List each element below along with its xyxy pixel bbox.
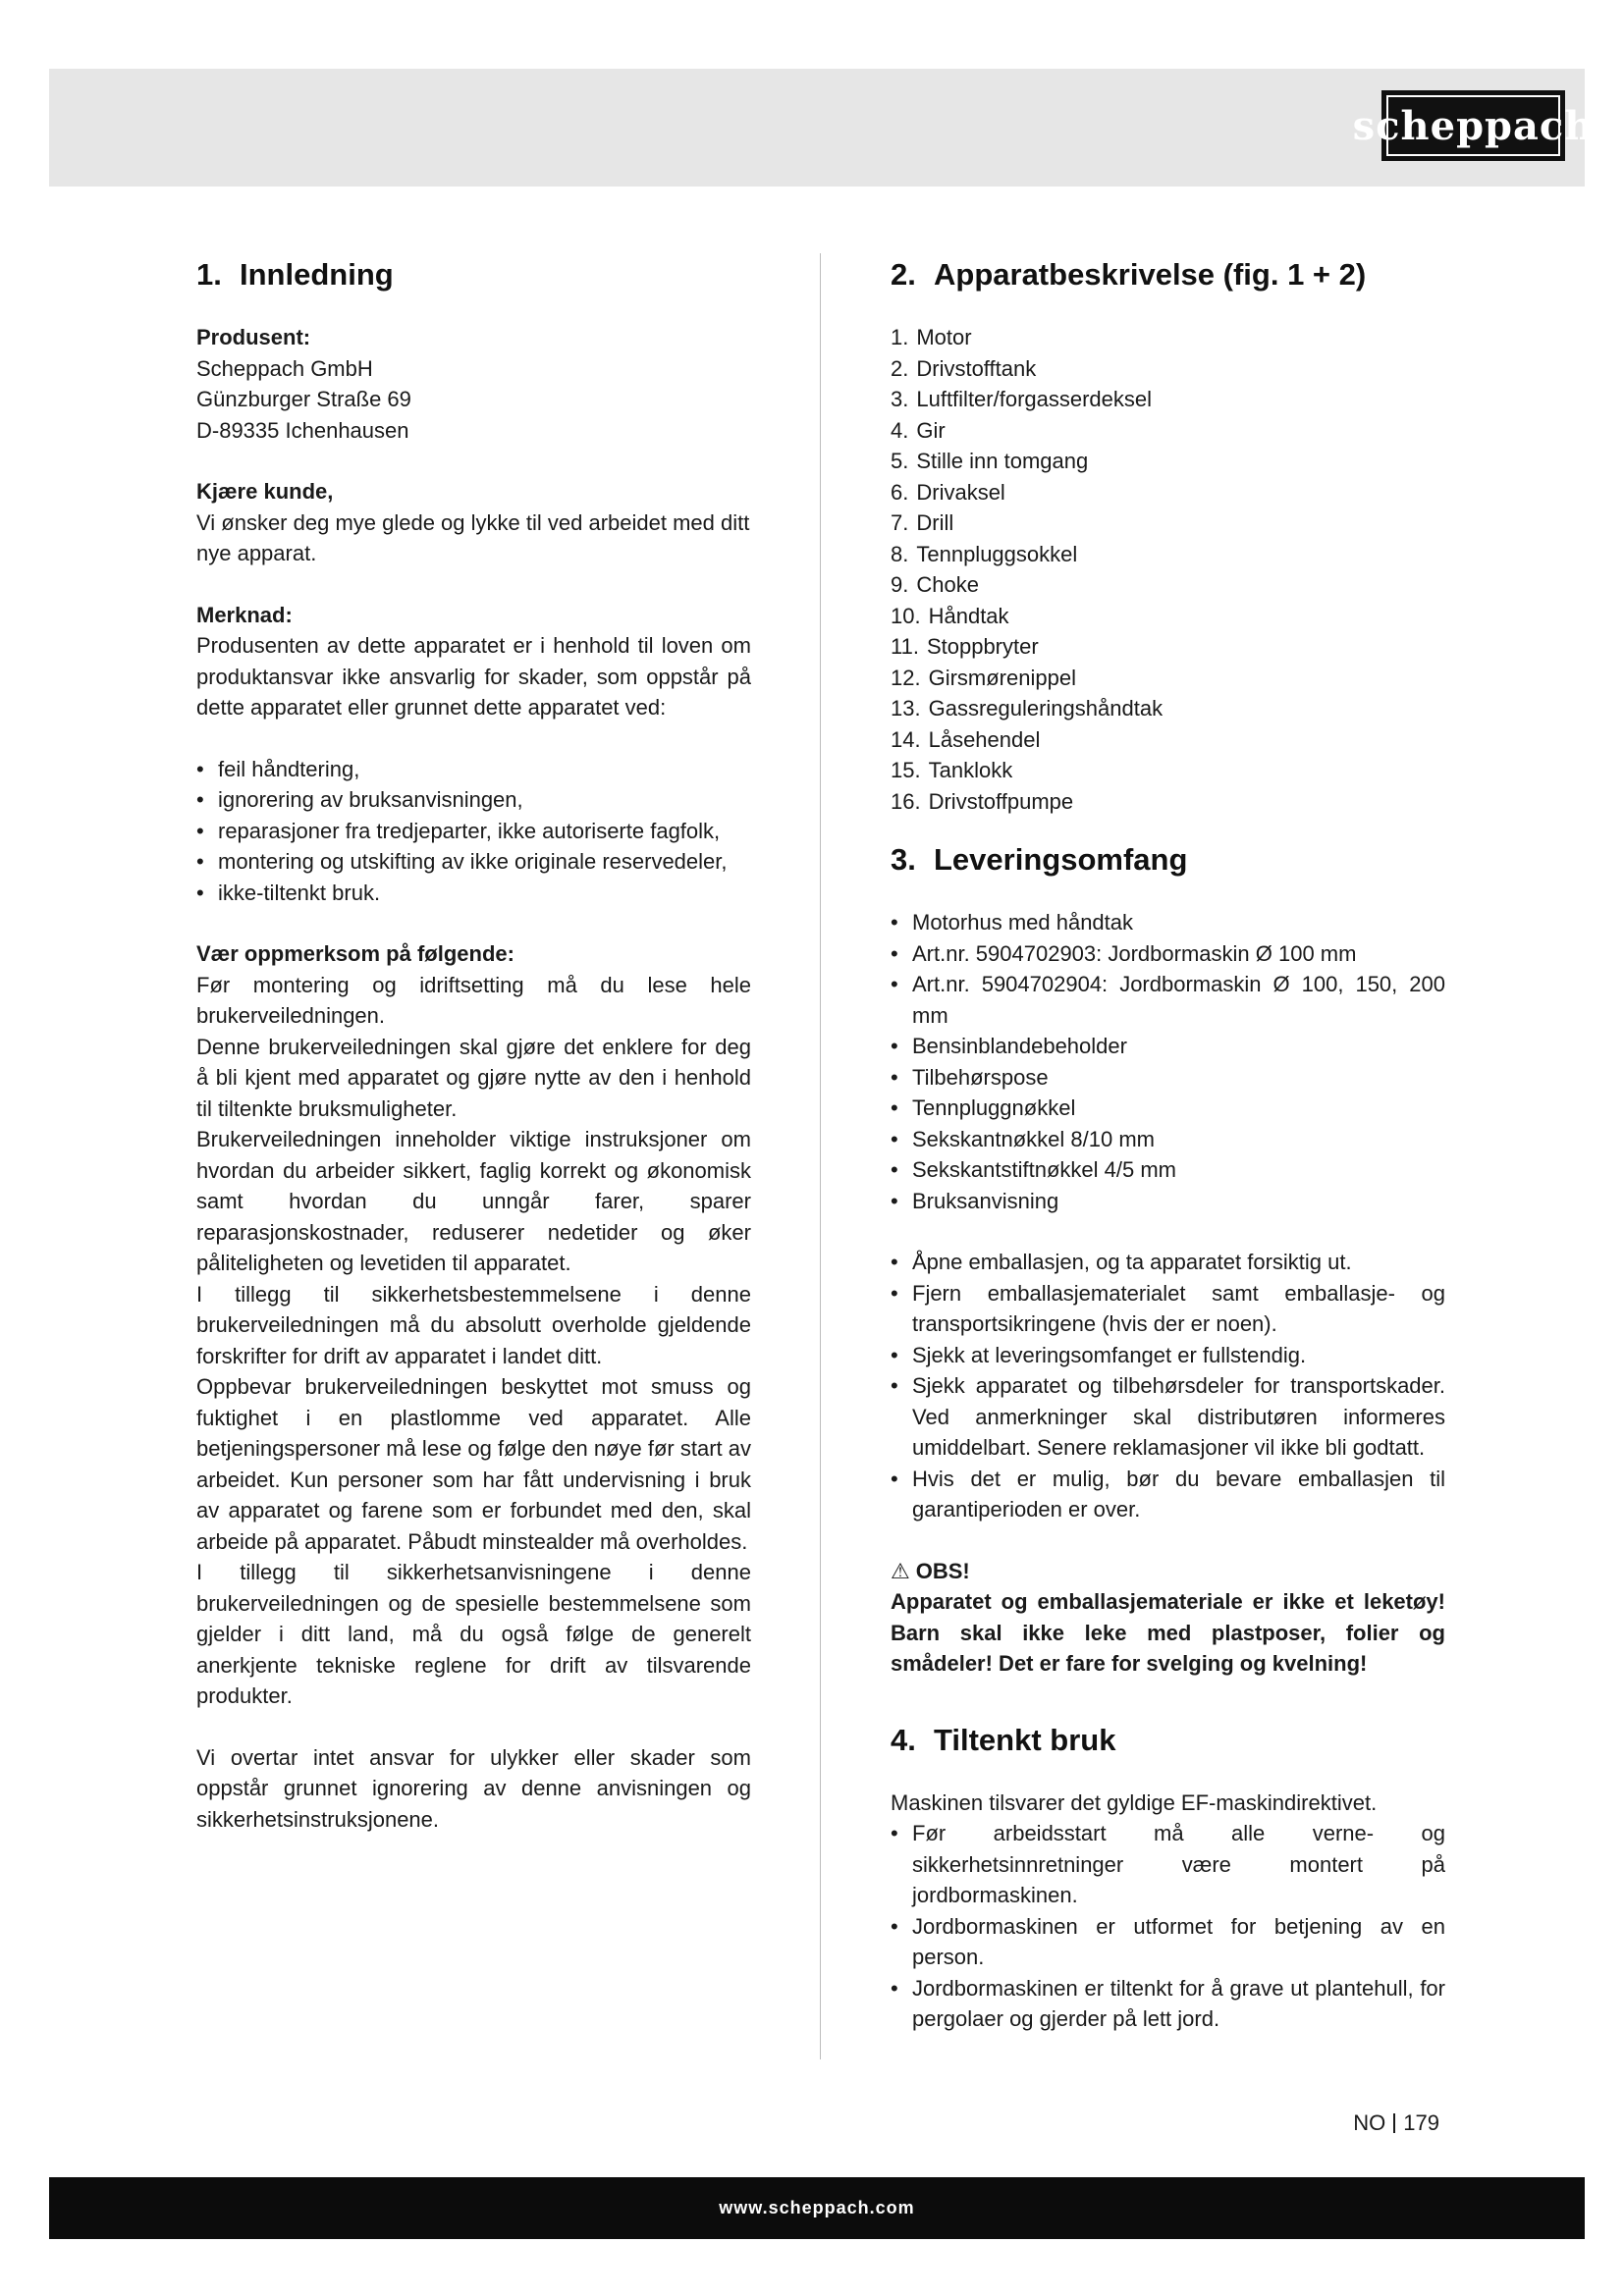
list-item: • Hvis det er mulig, bør du bevare emballasjen til garantiperioden er over. [891,1464,1445,1525]
attention-label: Vær oppmerksom på følgende: [196,941,514,966]
scope-list [891,907,1445,1216]
list-item: • ignorering av bruksanvisningen, [196,784,751,816]
list-item: • feil håndtering, [196,754,751,785]
producer-line: Günzburger Straße 69 [196,387,411,411]
list-item: • Før arbeidsstart må alle verne- og sikkerhetsinnretninger være montert på jordbormaskinen. [891,1818,1445,1911]
list-item: 9. Choke [891,572,979,597]
note-label: Merknad: [196,602,293,627]
list-item: • reparasjoner fra tredjeparter, ikke autoriserte fagfolk, [196,816,751,847]
page-number [1353,2109,1439,2138]
attention-paragraph: Denne brukerveiledningen skal gjøre det enklere for deg å bli kjent med apparatet og gjøre nytte av den i henhold til tiltenkte bruksmuligheter. [196,1034,751,1121]
producer-block [196,322,751,446]
page-number-separator [1393,2113,1395,2133]
disclaimer-text: Vi overtar intet ansvar for ulykker eller skader som oppstår grunnet ignorering av denne anvisningen og sikkerhetsinstruksjonene. [196,1744,751,1832]
producer-label: Produsent: [196,325,311,349]
list-item: 6. Drivaksel [891,479,1005,505]
attention-paragraph: I tillegg til sikkerhetsanvisningene i denne brukerveiledningen og de spesielle bestemmelsene som gjelder i ditt land, må du også følge de generelt anerkjente tekniske reglene for drift av tilsvarende produkter. [196,1560,751,1708]
list-item: • Motorhus med håndtak [891,907,1445,938]
scheppach-logo: scheppach [1381,90,1565,161]
list-item: • Tennpluggnøkkel [891,1093,1445,1124]
section-heading-introduction: 1. Innledning [196,257,394,292]
list-item: • Fjern emballasjematerialet samt emballasje- og transportsikringene (hvis der er noen). [891,1278,1445,1340]
header-band [49,69,1595,187]
intended-use-list [891,1818,1445,2035]
list-item: 16. Drivstoffpumpe [891,788,1074,814]
list-item: • Jordbormaskinen er utformet for betjening av en person. [891,1911,1445,1973]
list-item: • Sjekk at leveringsomfanget er fullstendig. [891,1340,1445,1371]
section-heading-scope-of-delivery: 3. Leveringsomfang [891,842,1188,877]
footer-bar [49,2177,1585,2239]
right-column [891,253,1445,2035]
list-item: 3. Luftfilter/forgasserdeksel [891,387,1153,411]
section-heading-device-description: 2. Apparatbeskrivelse (fig. 1 + 2) [891,257,1367,292]
list-item: • Sekskantstiftnøkkel 4/5 mm [891,1154,1445,1186]
footer-url: www.scheppach.com [719,2198,915,2217]
greeting-text: Vi ønsker deg mye glede og lykke til ved arbeidet med ditt nye apparat. [196,509,750,565]
liability-list [196,754,751,909]
warning-text: Apparatet og emballasjemateriale er ikke et leketøy! Barn skal ikke leke med plastposer, folier og smådeler! Det er fare for svelging og kvelning! [891,1589,1445,1676]
list-item: • ikke-tiltenkt bruk. [196,878,751,909]
attention-block [196,938,751,1712]
language-code: NO [1353,2110,1386,2135]
list-item: 4. Gir [891,417,946,443]
list-item: 15. Tanklokk [891,758,1013,782]
warning-heading: ⚠ OBS! [891,1556,1445,1587]
producer-line: Scheppach GmbH [196,355,373,381]
list-item: • Bruksanvisning [891,1186,1445,1217]
list-item: • Tilbehørspose [891,1062,1445,1094]
section-heading-intended-use: 4. Tiltenkt bruk [891,1722,1116,1757]
note-block [196,600,751,723]
list-item: • Art.nr. 5904702904: Jordbormaskin Ø 100, 150, 200 mm [891,969,1445,1031]
page-number-value: 179 [1403,2110,1439,2135]
list-item: 11. Stoppbryter [891,634,1039,659]
note-text: Produsenten av dette apparatet er i henhold til loven om produktansvar ikke ansvarlig for skader, som oppstår på dette apparatet eller grunnet dette apparatet ved: [196,633,751,720]
list-item: 8. Tennpluggsokkel [891,541,1078,566]
list-item: • Art.nr. 5904702903: Jordbormaskin Ø 100 mm [891,938,1445,970]
column-divider [820,253,821,2059]
left-column [196,253,751,1835]
greeting-label: Kjære kunde, [196,479,334,504]
list-item: 2. Drivstofftank [891,355,1037,381]
list-item: 10. Håndtak [891,603,1009,628]
attention-paragraph: Oppbevar brukerveiledningen beskyttet mot smuss og fuktighet i en plastlomme ved apparatet. Alle betjeningspersoner må lese og følge den nøye før start av arbeidet. Kun personer som har fått undervisning i bruk av apparatet og farene som er forbundet med den, skal arbeide på apparatet. Påbudt minstealder må overholdes. [196,1374,751,1554]
unpacking-list [891,1247,1445,1525]
warning-block [891,1556,1445,1680]
attention-paragraph: Før montering og idriftsetting må du lese hele brukerveiledningen. [196,972,751,1028]
list-item: • Sjekk apparatet og tilbehørsdeler for transportskader. Ved anmerkninger skal distributøren informeres umiddelbart. Senere reklamasjoner vil ikke bli godtatt. [891,1370,1445,1464]
list-item: • Åpne emballasjen, og ta apparatet forsiktig ut. [891,1247,1445,1278]
intended-intro: Maskinen tilsvarer det gyldige EF-maskindirektivet. [891,1789,1378,1815]
greeting-block [196,476,751,569]
list-item: 13. Gassreguleringshåndtak [891,696,1164,721]
attention-paragraph: I tillegg til sikkerhetsbestemmelsene i denne brukerveiledningen må du absolutt overholde gjeldende forskrifter for drift av apparatet i landet ditt. [196,1281,751,1368]
list-item: 5. Stille inn tomgang [891,449,1089,473]
list-item: • montering og utskifting av ikke originale reservedeler, [196,846,751,878]
list-item: • Sekskantnøkkel 8/10 mm [891,1124,1445,1155]
list-item: 1. Motor [891,325,972,349]
list-item: 7. Drill [891,510,954,535]
list-item: 12. Girsmørenippel [891,665,1076,690]
list-item: 14. Låsehendel [891,726,1041,752]
warning-triangle-icon: ⚠ [891,1558,910,1583]
attention-paragraph: Brukerveiledningen inneholder viktige instruksjoner om hvordan du arbeider sikkert, faglig korrekt og økonomisk samt hvordan du unngår farer, sparer reparasjonskostnader, reduserer nedetider og øker påliteligheten og levetiden til apparatet. [196,1127,751,1275]
parts-list [891,322,1445,817]
list-item: • Bensinblandebeholder [891,1031,1445,1062]
list-item: • Jordbormaskinen er tiltenkt for å grave ut plantehull, for pergolaer og gjerder på lett jord. [891,1973,1445,2035]
producer-line: D-89335 Ichenhausen [196,417,409,443]
